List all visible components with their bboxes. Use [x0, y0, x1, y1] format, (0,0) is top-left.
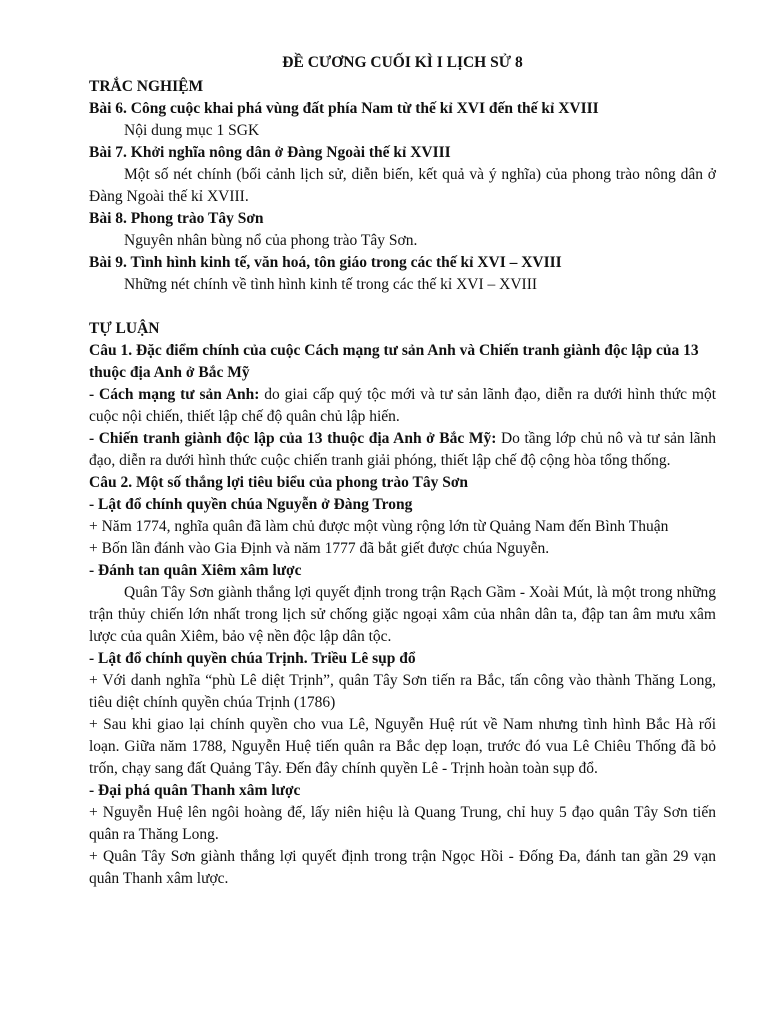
q2-s3-line-1: + Với danh nghĩa “phù Lê diệt Trịnh”, quân Tây Sơn tiến ra Bắc, tấn công vào thành Thăng Long, tiêu diệt chính quyền chúa Trịnh (1786): [89, 672, 716, 711]
q2-subheading-3: - Lật đổ chính quyền chúa Trịnh. Triều Lê sụp đổ: [89, 650, 416, 667]
q1-p2-text: Do tầng lớp chủ nô và tư sản lãnh đạo, diễn ra dưới hình thức cuộc chiến tranh giải phóng, thiết lập chế độ cộng hòa tổng thống.: [89, 430, 717, 469]
lesson-7-content: Một số nét chính (bối cảnh lịch sử, diễn biến, kết quả và ý nghĩa) của phong trào nông dân ở Đàng Ngoài thế kỉ XVIII.: [89, 166, 716, 205]
lesson-9-title: Bài 9. Tình hình kinh tế, văn hoá, tôn giáo trong các thế kỉ XVI – XVIII: [89, 254, 562, 271]
q2-subheading-1: - Lật đổ chính quyền chúa Nguyễn ở Đàng Trong: [89, 496, 413, 513]
q2-s1-line-1: + Năm 1774, nghĩa quân đã làm chủ được một vùng rộng lớn từ Quảng Nam đến Bình Thuận: [89, 518, 669, 535]
lesson-6-content: Nội dung mục 1 SGK: [124, 122, 260, 139]
section-trac-nghiem-heading: TRẮC NGHIỆM: [89, 78, 204, 95]
spacer: [89, 296, 716, 318]
lesson-7-title: Bài 7. Khởi nghĩa nông dân ở Đàng Ngoài thế kỉ XVIII: [89, 144, 451, 161]
q2-s4-line-2: + Quân Tây Sơn giành thắng lợi quyết định trong trận Ngọc Hồi - Đống Đa, đánh tan gần 29 vạn quân Thanh xâm lược.: [89, 848, 716, 887]
document-title: ĐỀ CƯƠNG CUỐI KÌ I LỊCH SỬ 8: [282, 54, 523, 71]
q1-p1-label: - Cách mạng tư sản Anh:: [89, 386, 260, 403]
q2-subheading-2: - Đánh tan quân Xiêm xâm lược: [89, 562, 302, 579]
q2-s4-line-1: + Nguyễn Huệ lên ngôi hoàng đế, lấy niên hiệu là Quang Trung, chỉ huy 5 đạo quân Tây Sơn tiến quân ra Thăng Long.: [89, 804, 716, 843]
q1-p2-label: - Chiến tranh giành độc lập của 13 thuộc địa Anh ở Bắc Mỹ:: [89, 430, 497, 447]
question-2-title: Câu 2. Một số thắng lợi tiêu biểu của phong trào Tây Sơn: [89, 474, 469, 491]
question-1-title: Câu 1. Đặc điểm chính của cuộc Cách mạng tư sản Anh và Chiến tranh giành độc lập của 13 thuộc địa Anh ở Bắc Mỹ: [89, 342, 699, 381]
section-tu-luan-heading: TỰ LUẬN: [89, 320, 160, 337]
q2-subheading-4: - Đại phá quân Thanh xâm lược: [89, 782, 301, 799]
q2-s1-line-2: + Bốn lần đánh vào Gia Định và năm 1777 đã bắt giết được chúa Nguyễn.: [89, 540, 550, 557]
lesson-9-content: Những nét chính về tình hình kinh tế trong các thế kỉ XVI – XVIII: [124, 276, 538, 293]
lesson-8-title: Bài 8. Phong trào Tây Sơn: [89, 210, 264, 227]
question-1-paragraph-2: [89, 428, 716, 472]
q2-s3-line-2: + Sau khi giao lại chính quyền cho vua Lê, Nguyễn Huệ rút về Nam nhưng tình hình Bắc Hà rối loạn. Giữa năm 1788, Nguyễn Huệ tiến quân ra Bắc dẹp loạn, trước đó vua Lê Chiêu Thống đã bỏ trốn, chạy sang đất Quảng Tây. Đến đây chính quyền Lê - Trịnh hoàn toàn sụp đổ.: [89, 716, 716, 777]
question-1-paragraph-1: [89, 384, 716, 428]
lesson-8-content: Nguyên nhân bùng nổ của phong trào Tây Sơn.: [124, 232, 418, 249]
q2-s2-paragraph: Quân Tây Sơn giành thắng lợi quyết định trong trận Rạch Gầm - Xoài Mút, là một trong những trận thủy chiến lớn nhất trong lịch sử chống giặc ngoại xâm của nhân dân ta, đập tan âm mưu xâm lược của quân Xiêm, bảo vệ nền độc lập dân tộc.: [89, 584, 716, 645]
q1-p1-text: do giai cấp quý tộc mới và tư sản lãnh đạo, diễn ra dưới hình thức một cuộc nội chiến, thiết lập chế độ quân chủ lập hiến.: [89, 386, 716, 425]
lesson-6-title: Bài 6. Công cuộc khai phá vùng đất phía Nam từ thế kỉ XVI đến thế kỉ XVIII: [89, 100, 599, 117]
